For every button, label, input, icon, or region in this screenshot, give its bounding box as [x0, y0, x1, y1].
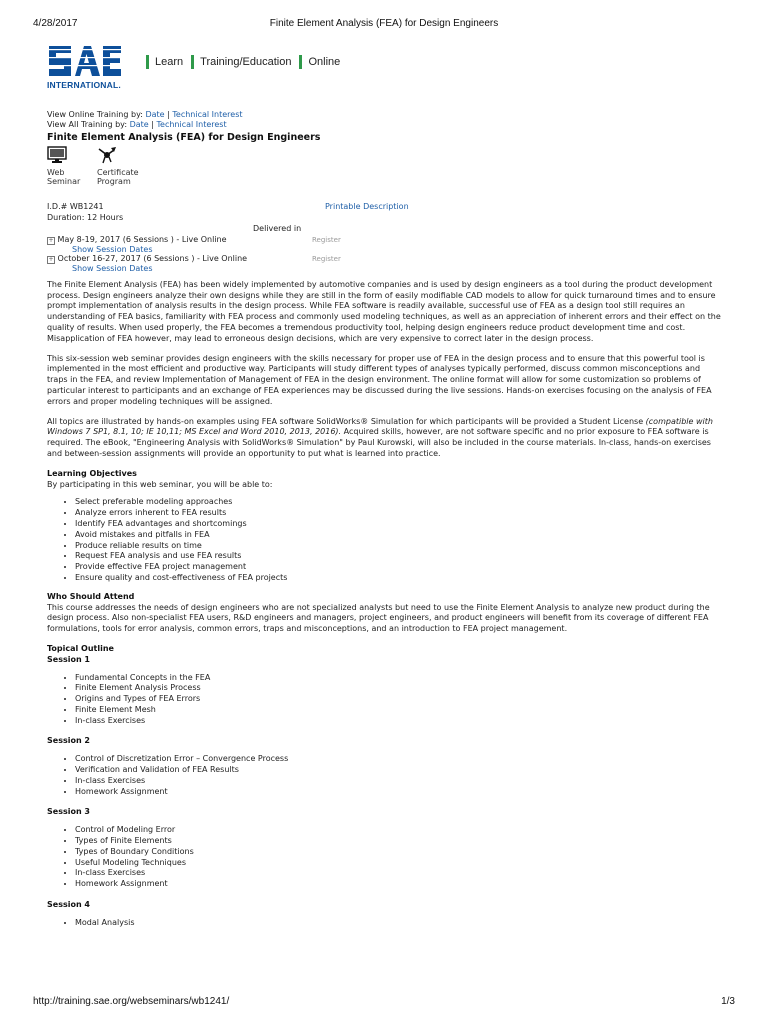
list-item: • Identify FEA advantages and shortcomings [75, 519, 721, 530]
list-item: • Fundamental Concepts in the FEA [75, 673, 721, 684]
session-heading: Session 3 [47, 807, 90, 817]
learning-objectives-heading: Learning Objectives [47, 468, 137, 478]
page-number: 1/3 [721, 996, 735, 1007]
nav-bar [191, 55, 194, 69]
nav-item-online[interactable] [299, 55, 340, 69]
link-separator: | [167, 110, 170, 119]
view-all-label: View All Training by: [47, 120, 128, 129]
expand-icon[interactable]: + [48, 236, 54, 244]
register-button[interactable]: Register [312, 254, 341, 263]
list-item: • Control of Discretization Error – Convergence Process [75, 754, 721, 765]
show-session-dates-link[interactable]: Show Session Dates [72, 263, 153, 273]
register-button[interactable]: Register [312, 235, 341, 244]
view-all-date-link[interactable]: Date [129, 120, 149, 129]
delivered-in-label: Delivered in [253, 223, 302, 233]
who-should-attend-text: This course addresses the needs of design engineers who are not specialized analysts but need to use the Finite Element Analysis to analyze new product during the design process. Also non-specialist FEA users, R&D engineers and managers, project engineers, and product engineers will benefit from its coverage of different FEA formulations, tools for error analysis, common errors, traps and misconceptions, and an introduction to FEA project management. [47, 602, 710, 634]
list-item: • Modal Analysis [75, 918, 721, 929]
list-item: • In-class Exercises [75, 868, 721, 879]
printable-description-link[interactable]: Printable Description [325, 201, 409, 211]
view-online-training [47, 110, 721, 120]
view-all-technical-link[interactable]: Technical Interest [156, 120, 227, 129]
certificate-program-type [97, 146, 147, 196]
view-all-training [47, 120, 721, 130]
list-item: • Homework Assignment [75, 879, 721, 890]
list-item: • Types of Finite Elements [75, 836, 721, 847]
nav-label: Training/Education [200, 56, 292, 68]
list-item: • Useful Modeling Techniques [75, 858, 721, 869]
session-dates: May 8-19, 2017 (6 Sessions ) - Live Online [57, 234, 227, 244]
course-meta [47, 202, 721, 272]
course-id: I.D.# WB1241 [47, 201, 104, 211]
list-item: • Control of Modeling Error [75, 825, 721, 836]
list-item: • Finite Element Analysis Process [75, 683, 721, 694]
course-title: Finite Element Analysis (FEA) for Design Engineers [47, 132, 321, 143]
learning-objectives-intro: By participating in this web seminar, you will be able to: [47, 479, 273, 489]
print-date: 4/28/2017 [33, 18, 78, 29]
list-item: • Analyze errors inherent to FEA results [75, 508, 721, 519]
list-item: • Request FEA analysis and use FEA results [75, 551, 721, 562]
list-item: • Origins and Types of FEA Errors [75, 694, 721, 705]
nav-item-learn[interactable] [146, 55, 183, 69]
top-nav [146, 55, 348, 69]
paragraph-text: This six-session web seminar provides design engineers with the skills necessary for proper use of FEA in the design process and to ensure that this powerful tool is implemented in the most efficient and productive way. Participants will study different types of analyses typically performed, discuss common misconceptions and traps in the FEA, and review Implementation of Management of FEA in the design environment. The online format will allow for some customization so problems of particular interest to participants and an exchange of FEA experiences may be discussed during the live sessions. Hands-on exercises focusing on the analysis of FEA errors and proper modeling techniques will be assigned. [47, 353, 712, 406]
description-paragraph [47, 417, 721, 460]
topical-outline-heading: Topical Outline [47, 643, 114, 653]
type-line2: Seminar [47, 177, 81, 187]
print-title: Finite Element Analysis (FEA) for Design Engineers [269, 18, 499, 29]
nav-label: Learn [155, 56, 184, 68]
learning-objectives-list [47, 497, 721, 583]
list-item: • Verification and Validation of FEA Results [75, 765, 721, 776]
list-item: • In-class Exercises [75, 776, 721, 787]
print-footer [33, 996, 735, 1010]
paragraph-text: Acquired skills, however, are not software specific and no prior exposure to FEA software is required. The eBook, "Engineering Analysis with SolidWorks® Simulation" by Paul Kurowski, will also be included in the course materials. In-class, hands-on exercises and between-session assignments will provide an opportunity to put what is learned into practice. [47, 427, 711, 458]
show-session-dates-link[interactable]: Show Session Dates [72, 244, 153, 254]
web-seminar-type [47, 146, 97, 196]
list-item: • Homework Assignment [75, 787, 721, 798]
expand-icon[interactable]: + [48, 255, 54, 263]
compatibility-note: (compatible with Windows 7 SP1, 8.1, 10; IE 10,11; MS Excel and Word 2010, 2013, 2016). [47, 416, 713, 437]
description-paragraph: The Finite Element Analysis (FEA) has been widely implemented by automotive companies and is used by design engineers as a tool during the product development process. Design engineers analyze their own designs while they are still in the form of easily modifiable CAD models to allow for quick turnaround times and to ensure prompt implementation of analysis results in the design process. While FEA software is readily available, successful use of FEA as a design tool still requires an understanding of FEA basics, familiarity with FEA process and commonly used modeling techniques, as well as an appreciation of inherent errors and their effect on the quality of results. When used properly, the FEA becomes a tremendous productivity tool, helping design engineers reduce product development time and cost. Misapplication of FEA however, may lead to erroneous design decisions, which are very expensive to correct later in the design process. [47, 279, 721, 343]
type-line2: Program [97, 177, 131, 187]
list-item: • Finite Element Mesh [75, 705, 721, 716]
list-item: • Produce reliable results on time [75, 541, 721, 552]
nav-bar [146, 55, 149, 69]
session-topics [47, 673, 721, 727]
list-item: • Avoid mistakes and pitfalls in FEA [75, 530, 721, 541]
list-item: • Types of Boundary Conditions [75, 847, 721, 858]
session-topics [47, 754, 721, 797]
list-item: • In-class Exercises [75, 716, 721, 727]
list-item: • Provide effective FEA project management [75, 562, 721, 573]
paragraph-text: All topics are illustrated by hands-on examples using FEA software SolidWorks® Simulation for which participants will be provided a Student License [47, 416, 646, 426]
main-content [47, 110, 721, 937]
session-topics [47, 825, 721, 890]
print-url: http://training.sae.org/webseminars/wb1241/ [33, 996, 230, 1007]
session-heading: Session 4 [47, 900, 90, 910]
view-online-date-link[interactable]: Date [145, 110, 165, 119]
nav-item-training-education[interactable] [191, 55, 291, 69]
session-heading: Session 2 [47, 736, 90, 746]
logo-text: INTERNATIONAL. [47, 80, 121, 90]
list-item: • Ensure quality and cost-effectiveness of FEA projects [75, 573, 721, 584]
description-paragraph [47, 354, 721, 408]
view-online-label: View Online Training by: [47, 110, 143, 119]
print-header [33, 18, 735, 32]
certificate-program-icon [97, 146, 117, 164]
type-line1: Certificate [97, 167, 139, 177]
type-line1: Web [47, 167, 65, 177]
view-online-technical-link[interactable]: Technical Interest [172, 110, 243, 119]
link-separator: | [151, 120, 154, 129]
nav-label: Online [308, 56, 341, 68]
session-heading: Session 1 [47, 654, 90, 664]
list-item: • Select preferable modeling approaches [75, 497, 721, 508]
session-topics [47, 918, 721, 929]
session-dates: October 16-27, 2017 (6 Sessions ) - Live Online [57, 253, 248, 263]
who-should-attend-heading: Who Should Attend [47, 591, 135, 601]
web-seminar-icon [47, 146, 67, 164]
course-duration: Duration: 12 Hours [47, 212, 124, 222]
nav-bar [299, 55, 302, 69]
course-type-icons [47, 146, 721, 196]
